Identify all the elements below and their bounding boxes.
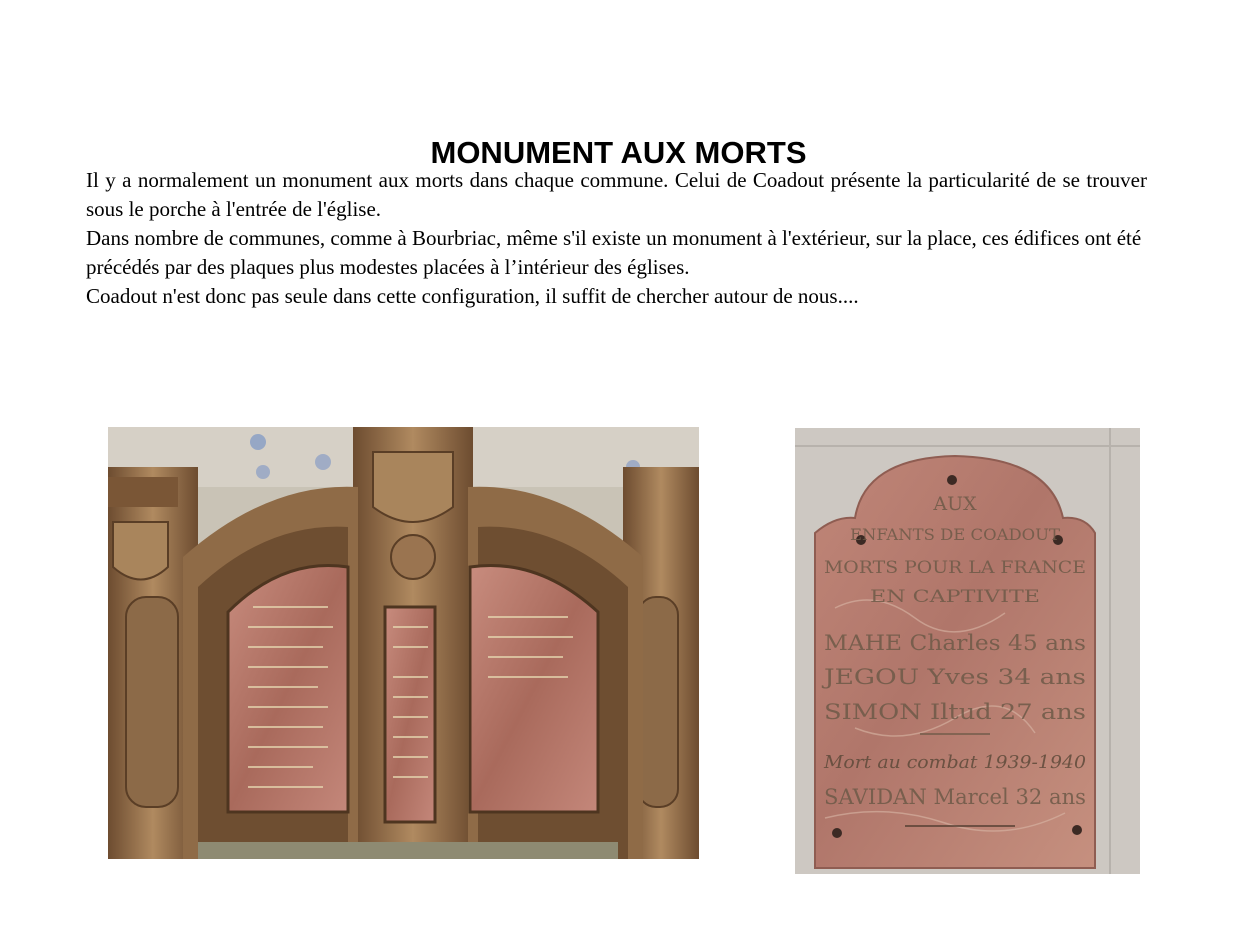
plaque-line-3: MORTS POUR LA FRANCE — [824, 558, 1086, 578]
paragraph-1: Il y a normalement un monument aux morts dans chaque commune. Celui de Coadout présente la particularité de se trouver sous le porche à l'entrée de l'église. — [86, 168, 1147, 221]
plaque-entry-3: SIMON Iltud 27 ans — [824, 700, 1086, 724]
plaque-entry-1: MAHE Charles 45 ans — [824, 631, 1086, 655]
paragraph-2: Dans nombre de communes, comme à Bourbriac, même s'il existe un monument à l'extérieur, sur la place, ces édifices ont été précédés par des plaques plus modestes placées à l’intérieur des églises. — [86, 226, 1142, 279]
wooden-memorial-photo — [108, 427, 699, 859]
plaque-line-4: EN CAPTIVITE — [870, 587, 1040, 607]
plaque-line-1: AUX — [933, 493, 977, 515]
plaque-line-2: ENFANTS DE COADOUT — [850, 525, 1061, 544]
intro-text — [86, 166, 1147, 311]
marble-plaque-photo — [795, 428, 1140, 874]
plaque-entry-2: JEGOU Yves 34 ans — [821, 665, 1086, 689]
plaque-line-5: Mort au combat 1939-1940 — [822, 752, 1086, 773]
paragraph-3: Coadout n'est donc pas seule dans cette configuration, il suffit de chercher autour de nous.... — [86, 284, 859, 308]
page-title: MONUMENT AUX MORTS — [430, 134, 807, 170]
plaque-entry-4: SAVIDAN Marcel 32 ans — [824, 785, 1086, 809]
